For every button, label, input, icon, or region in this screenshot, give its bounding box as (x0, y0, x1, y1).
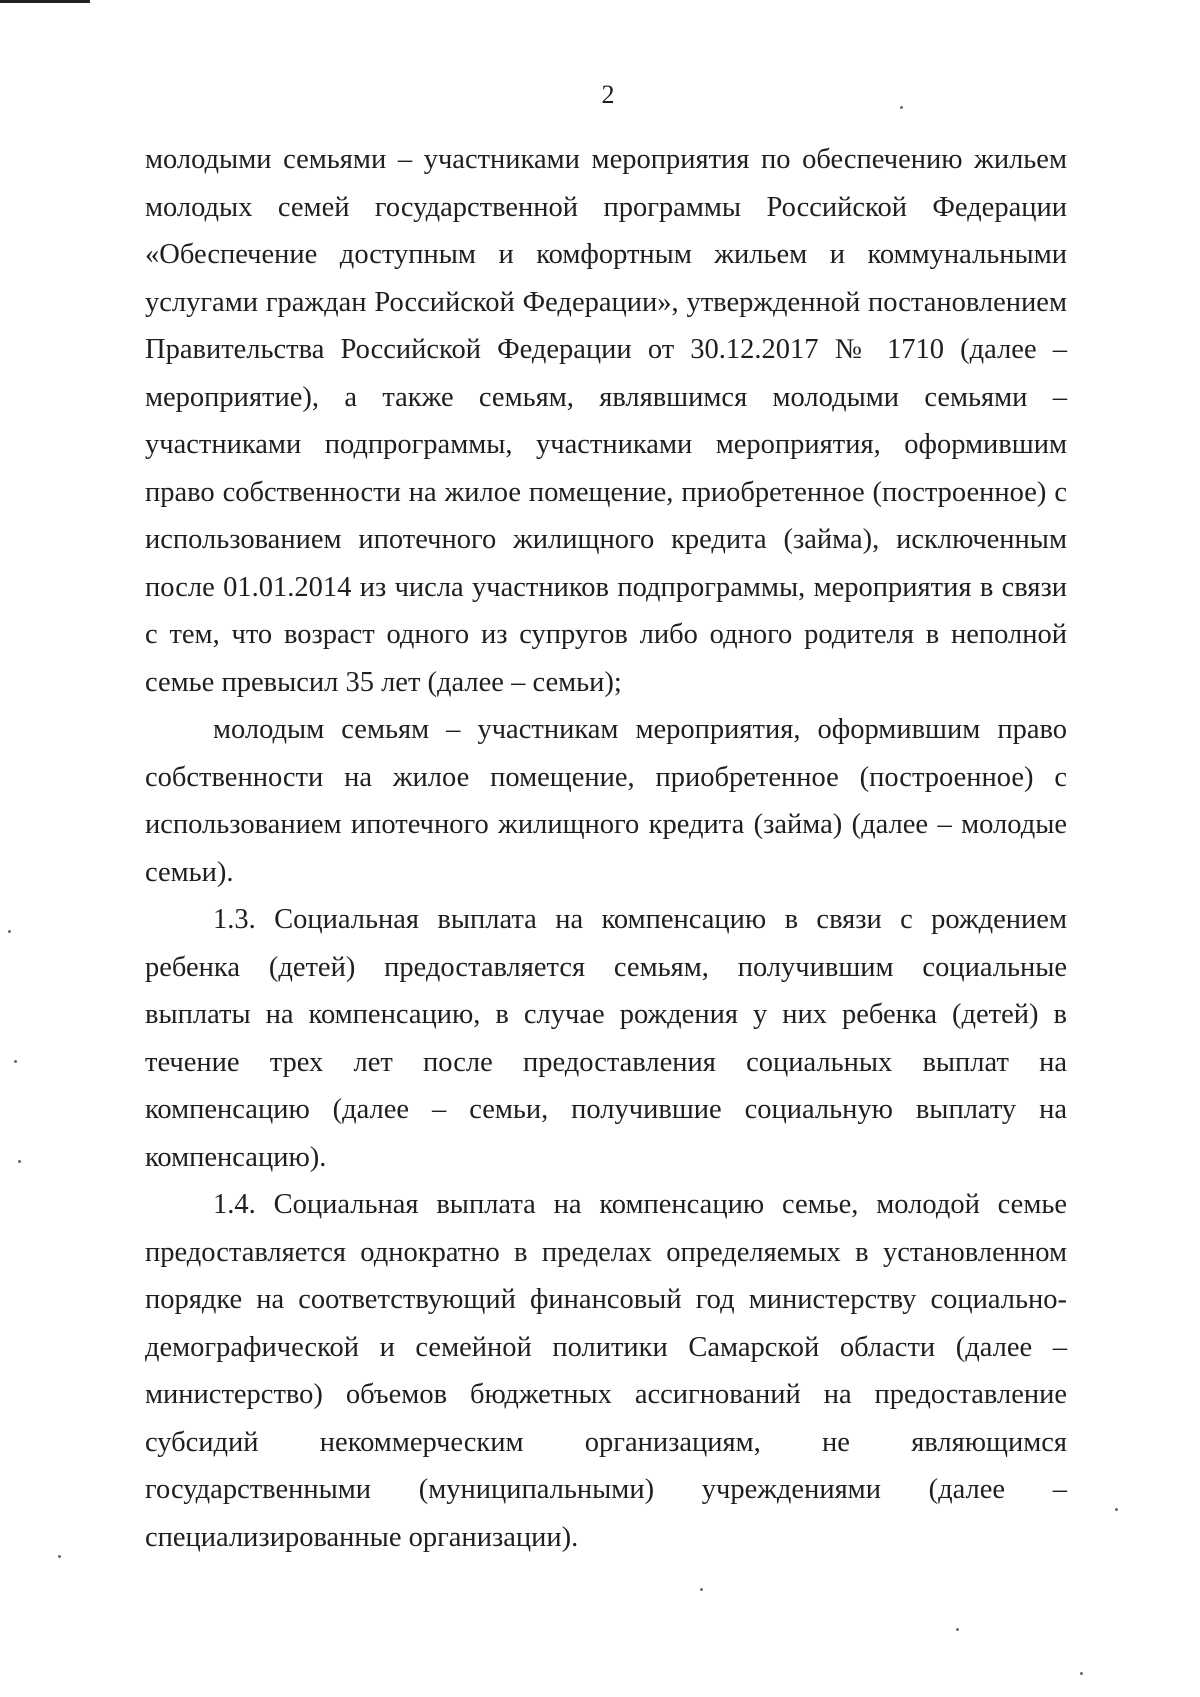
scan-speck (900, 106, 903, 109)
scan-speck (14, 1060, 17, 1063)
scan-speck (18, 1160, 21, 1163)
scan-speck (1080, 1672, 1083, 1675)
scan-speck (956, 1628, 959, 1631)
scan-speck (700, 1588, 703, 1591)
paragraph-section-1-4: 1.4. Социальная выплата на компенсацию семье, молодой семье предоставляется однократно в пределах определяемых в установленном порядке на соответствующий финансовый год министерству социально-демографической и семейной политики Самарской области (далее – министерство) объемов бюджетных ассигнований на предоставление субсидий некоммерческим организациям, не являющимся государственными (муниципальными) учреждениями (далее – специализированные организации). (145, 1189, 1067, 1553)
paragraph-section-1-3: 1.3. Социальная выплата на компенсацию в связи с рождением ребенка (детей) предоставляется семьям, получившим социальные выплаты на компенсацию, в случае рождения у них ребенка (детей) в течение трех лет после предоставления социальных выплат на компенсацию (далее – семьи, получившие социальную выплату на компенсацию). (145, 904, 1067, 1173)
scan-speck (58, 1555, 61, 1558)
scan-corner-mark (0, 0, 90, 3)
scan-speck (1115, 1508, 1118, 1511)
paragraph-young-families-ownership: молодым семьям – участникам мероприятия, оформившим право собственности на жилое помещение, приобретенное (построенное) с использованием ипотечного жилищного кредита (займа) (далее – молодые семьи). (145, 714, 1067, 888)
paragraph-young-families-participants: молодыми семьями – участниками мероприятия по обеспечению жильем молодых семей государственной программы Российской Федерации «Обеспечение доступным и комфортным жильем и коммунальными услугами граждан Российской Федерации», утвержденной постановлением Правительства Российской Федерации от 30.12.2017 № 1710 (далее – мероприятие), а также семьям, являвшимся молодыми семьями – участниками подпрограммы, участниками мероприятия, оформившим право собственности на жилое помещение, приобретенное (построенное) с использованием ипотечного жилищного кредита (займа), исключенным после 01.01.2014 из числа участников подпрограммы, мероприятия в связи с тем, что возраст одного из супругов либо одного родителя в неполной семье превысил 35 лет (далее – семьи); (145, 144, 1067, 698)
document-body (145, 136, 1067, 1561)
page-number: 2 (601, 80, 615, 109)
scan-speck (8, 930, 11, 933)
